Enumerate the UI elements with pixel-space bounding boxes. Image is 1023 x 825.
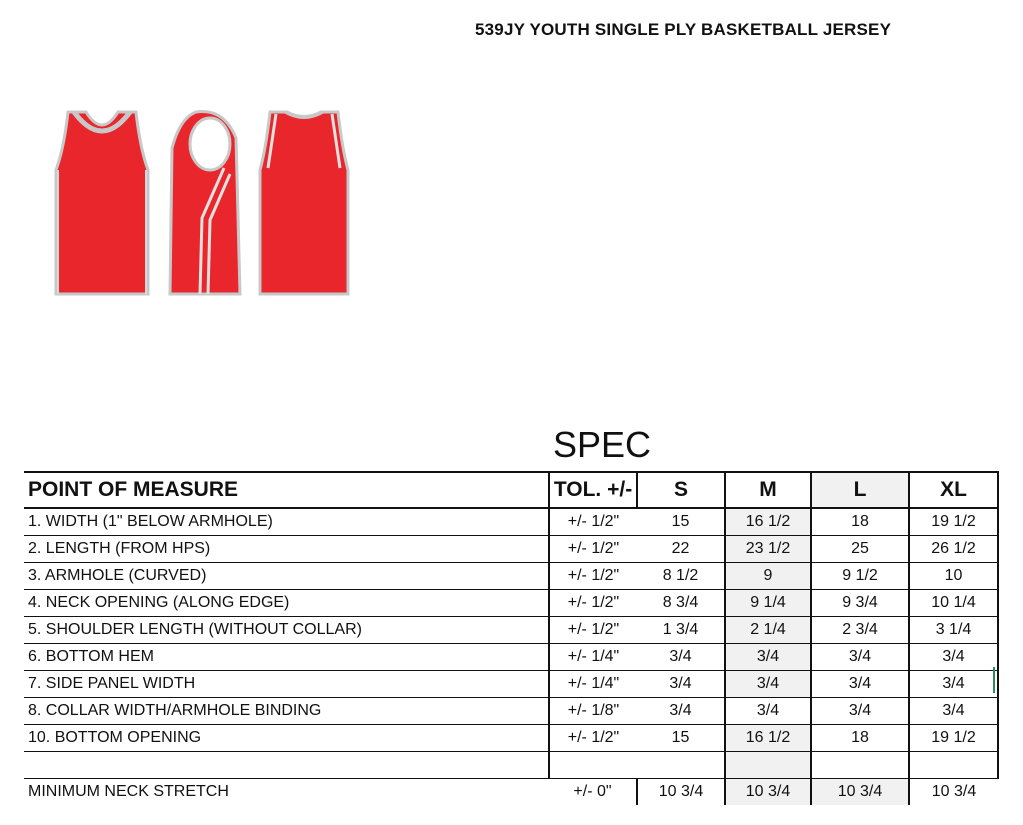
tolerance-cell: +/- 0" xyxy=(573,783,612,800)
size-xl-cell: 10 3/4 xyxy=(909,779,998,806)
table-row xyxy=(24,508,998,536)
size-xl-cell: 10 xyxy=(909,563,998,590)
point-of-measure-cell: 3. ARMHOLE (CURVED) xyxy=(24,563,549,590)
size-l-cell: 18 xyxy=(811,725,909,752)
empty-cell xyxy=(24,752,549,779)
spec-table xyxy=(24,471,999,805)
empty-cell xyxy=(637,752,725,779)
point-of-measure-cell: 4. NECK OPENING (ALONG EDGE) xyxy=(24,590,549,617)
table-row xyxy=(24,698,998,725)
point-of-measure-cell: 5. SHOULDER LENGTH (WITHOUT COLLAR) xyxy=(24,617,549,644)
tolerance-cell: +/- 1/8" xyxy=(549,698,637,725)
size-xl-cell: 3/4 xyxy=(909,671,998,698)
jersey-front-view xyxy=(52,108,152,298)
size-s-cell: 3/4 xyxy=(637,698,725,725)
size-s-cell: 3/4 xyxy=(637,644,725,671)
size-l-cell: 25 xyxy=(811,536,909,563)
point-of-measure-cell: MINIMUM NECK STRETCH xyxy=(28,783,229,800)
header-tolerance: TOL. +/- xyxy=(549,472,637,508)
size-xl-cell: 19 1/2 xyxy=(909,725,998,752)
header-size-l: L xyxy=(811,472,909,508)
jersey-back-view xyxy=(256,108,352,298)
size-m-cell: 9 1/4 xyxy=(725,590,811,617)
table-footer-row xyxy=(24,779,998,806)
cell-cursor xyxy=(993,667,995,693)
tolerance-cell: +/- 1/2" xyxy=(549,563,637,590)
tolerance-cell: +/- 1/2" xyxy=(549,590,637,617)
size-l-cell: 9 1/2 xyxy=(811,563,909,590)
table-row xyxy=(24,671,998,698)
point-of-measure-cell: 7. SIDE PANEL WIDTH xyxy=(24,671,549,698)
size-l-cell: 3/4 xyxy=(811,698,909,725)
size-m-cell: 23 1/2 xyxy=(725,536,811,563)
tolerance-cell: +/- 1/2" xyxy=(549,617,637,644)
table-row xyxy=(24,725,998,752)
spec-heading: SPEC xyxy=(553,424,652,465)
size-s-cell: 8 3/4 xyxy=(637,590,725,617)
empty-cell xyxy=(725,752,811,779)
size-xl-cell: 26 1/2 xyxy=(909,536,998,563)
size-l-cell: 3/4 xyxy=(811,671,909,698)
size-s-cell: 22 xyxy=(637,536,725,563)
point-of-measure-cell: 6. BOTTOM HEM xyxy=(24,644,549,671)
table-row xyxy=(24,590,998,617)
size-s-cell: 15 xyxy=(637,508,725,536)
size-s-cell: 3/4 xyxy=(637,671,725,698)
point-of-measure-cell: 8. COLLAR WIDTH/ARMHOLE BINDING xyxy=(24,698,549,725)
size-m-cell: 16 1/2 xyxy=(725,508,811,536)
table-row xyxy=(24,536,998,563)
empty-cell xyxy=(811,752,909,779)
size-s-cell: 1 3/4 xyxy=(637,617,725,644)
empty-cell xyxy=(549,752,637,779)
size-l-cell: 18 xyxy=(811,508,909,536)
size-m-cell: 3/4 xyxy=(725,671,811,698)
point-of-measure-cell: 2. LENGTH (FROM HPS) xyxy=(24,536,549,563)
document-title: 539JY YOUTH SINGLE PLY BASKETBALL JERSEY xyxy=(475,20,892,39)
point-of-measure-cell: 1. WIDTH (1" BELOW ARMHOLE) xyxy=(24,508,549,536)
tolerance-cell: +/- 1/4" xyxy=(549,644,637,671)
size-xl-cell: 3 1/4 xyxy=(909,617,998,644)
size-l-cell: 10 3/4 xyxy=(811,779,909,806)
tolerance-cell: +/- 1/2" xyxy=(549,725,637,752)
size-m-cell: 16 1/2 xyxy=(725,725,811,752)
size-l-cell: 3/4 xyxy=(811,644,909,671)
size-l-cell: 2 3/4 xyxy=(811,617,909,644)
size-m-cell: 9 xyxy=(725,563,811,590)
tolerance-cell: +/- 1/4" xyxy=(549,671,637,698)
table-row xyxy=(24,563,998,590)
size-xl-cell: 19 1/2 xyxy=(909,508,998,536)
size-m-cell: 10 3/4 xyxy=(725,779,811,806)
table-row xyxy=(24,617,998,644)
size-xl-cell: 3/4 xyxy=(909,698,998,725)
size-s-cell: 10 3/4 xyxy=(637,779,725,806)
empty-cell xyxy=(909,752,998,779)
size-m-cell: 2 1/4 xyxy=(725,617,811,644)
size-s-cell: 8 1/2 xyxy=(637,563,725,590)
header-size-xl: XL xyxy=(909,472,998,508)
table-spacer-row xyxy=(24,752,998,779)
size-s-cell: 15 xyxy=(637,725,725,752)
size-l-cell: 9 3/4 xyxy=(811,590,909,617)
size-xl-cell: 3/4 xyxy=(909,644,998,671)
table-header-row xyxy=(24,472,998,508)
header-size-s: S xyxy=(637,472,725,508)
header-size-m: M xyxy=(725,472,811,508)
point-of-measure-cell: 10. BOTTOM OPENING xyxy=(24,725,549,752)
tolerance-cell: +/- 1/2" xyxy=(549,508,637,536)
size-m-cell: 3/4 xyxy=(725,644,811,671)
size-xl-cell: 10 1/4 xyxy=(909,590,998,617)
table-row xyxy=(24,644,998,671)
tolerance-cell: +/- 1/2" xyxy=(549,536,637,563)
header-point-of-measure: POINT OF MEASURE xyxy=(24,472,549,508)
jersey-side-view xyxy=(166,108,246,298)
size-m-cell: 3/4 xyxy=(725,698,811,725)
